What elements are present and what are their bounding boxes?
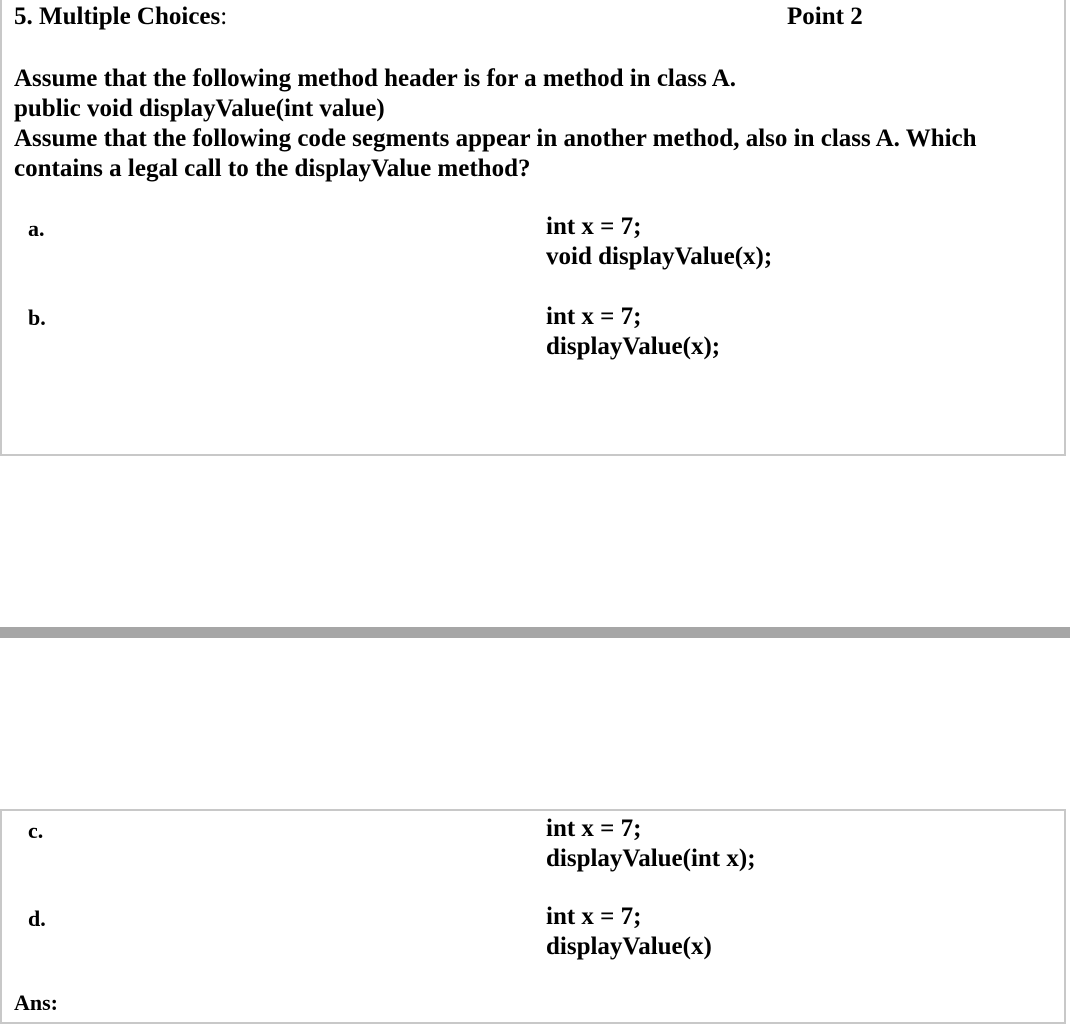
option-b-code-line-2: displayValue(x); [546, 333, 721, 360]
answer-label: Ans: [14, 990, 59, 1015]
stem-method-header: public void displayValue(int value) [14, 95, 385, 122]
option-d-code-line-2: displayValue(x) [546, 933, 712, 960]
option-b-code [546, 302, 720, 362]
stem-line-1: Assume that the following method header is for a method in class A. [14, 65, 737, 92]
option-a-code [546, 212, 772, 272]
option-a-letter: a. [28, 216, 45, 241]
option-c-letter: c. [28, 818, 44, 843]
question-number-label: 5. Multiple Choices [14, 3, 221, 30]
question-page-bottom [0, 809, 1066, 1024]
option-c-code [546, 814, 756, 874]
option-c-code-line-2: displayValue(int x); [546, 845, 756, 872]
option-a-code-line-1: int x = 7; [546, 213, 642, 240]
option-a-code-line-2: void displayValue(x); [546, 243, 773, 270]
points-label: Point 2 [787, 3, 863, 30]
option-b-code-line-1: int x = 7; [546, 303, 642, 330]
option-d-code [546, 902, 712, 962]
option-d-code-line-1: int x = 7; [546, 903, 642, 930]
question-number-colon: : [220, 3, 228, 30]
page-break-divider [0, 627, 1070, 638]
option-c-code-line-1: int x = 7; [546, 815, 642, 842]
question-stem [14, 64, 1054, 184]
option-b-letter: b. [28, 305, 46, 330]
option-d-letter: d. [28, 906, 46, 931]
stem-line-3: Assume that the following code segments appear in another method, also in class A. Which contains a legal call to the displayValue method? [14, 125, 977, 182]
question-number [14, 3, 227, 31]
